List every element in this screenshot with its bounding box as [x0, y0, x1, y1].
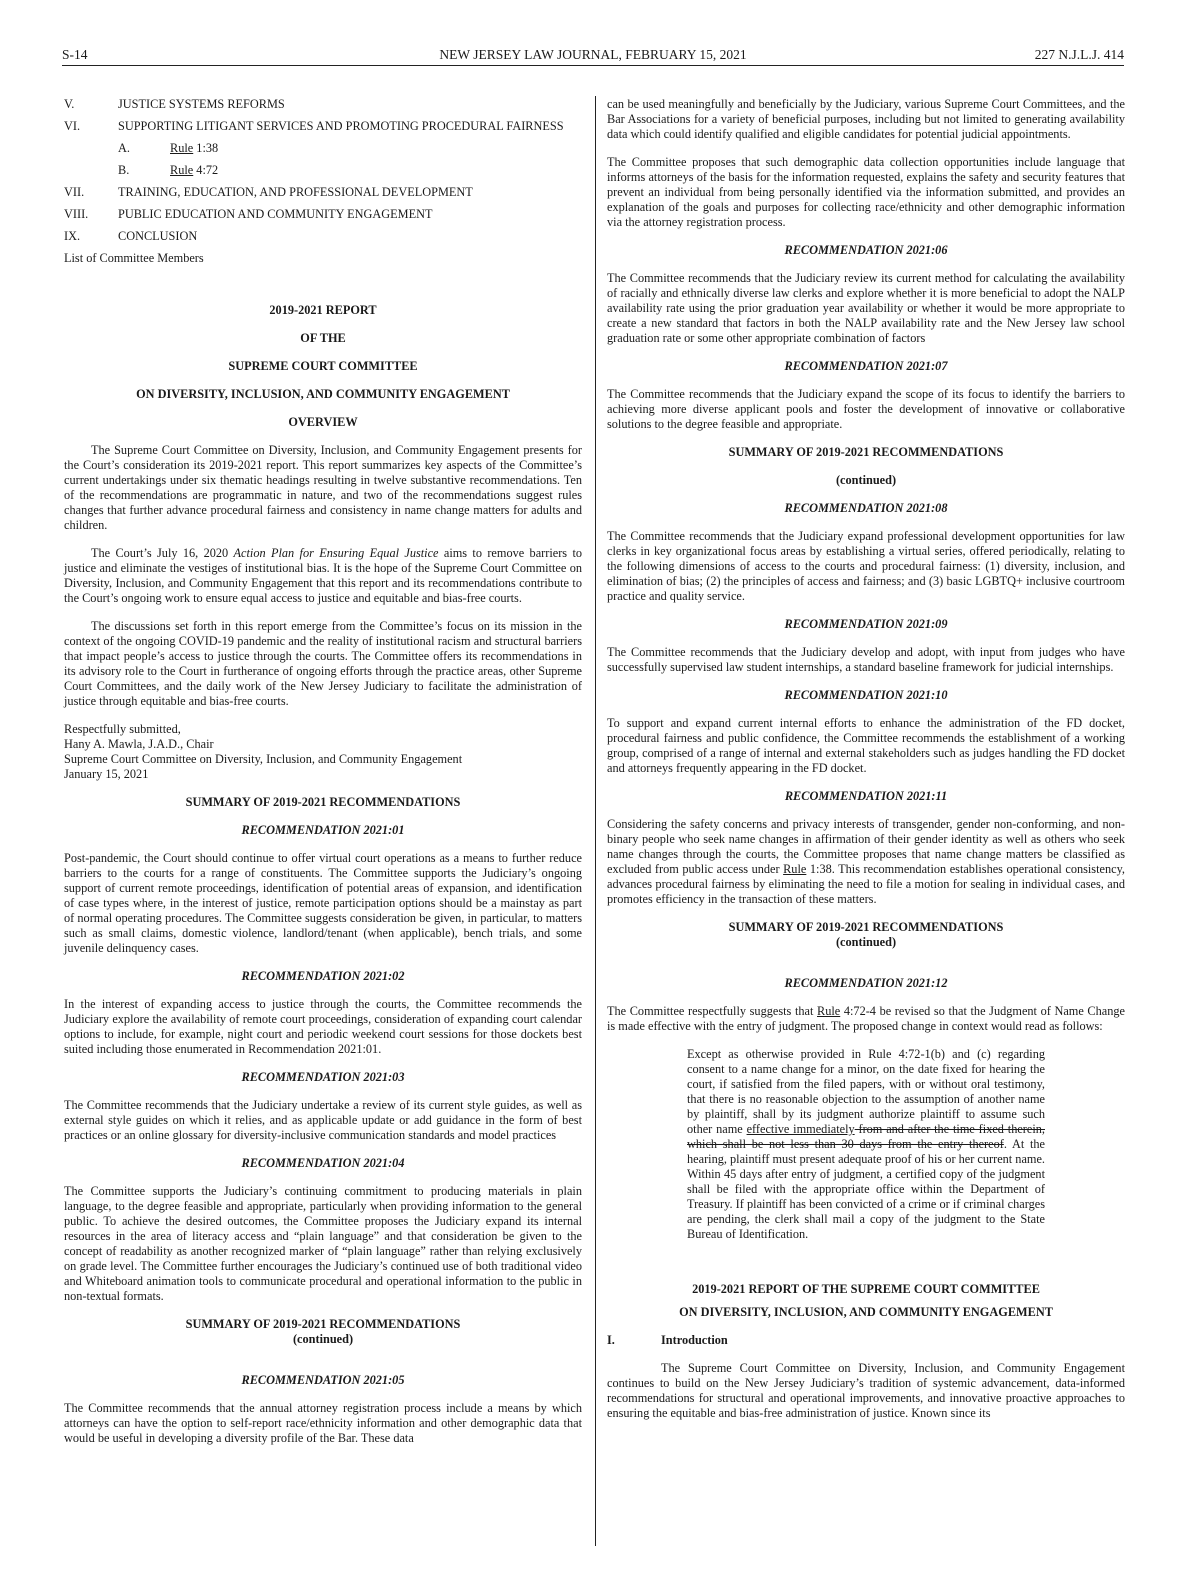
toc-sub-item: B. Rule 4:72: [118, 163, 219, 177]
report-section-title: ON DIVERSITY, INCLUSION, AND COMMUNITY ENGAGEMENT: [679, 1305, 1053, 1319]
summary-heading: SUMMARY OF 2019-2021 RECOMMENDATIONS: [185, 795, 461, 809]
overview-paragraph: The discussions set forth in this report emerge from the Committee’s focus on its mission in the context of the ongoing COVID-19 pandemic and the reality of institutional racism and structural barriers that impact people’s access to justice through the courts. The Committee offers its recommendations in its advisory role to the Court in furtherance of ongoing efforts through the practice areas, other Supreme Court Committees, and the daily work of the New Jersey Judiciary to facilitate the administration of justice through equitable and bias-free courts.: [64, 619, 582, 708]
recommendation-text: Considering the safety concerns and privacy interests of transgender, gender non-conforming, and non-binary people who seek name changes in affirmation of their gender identity as well as others who seek name changes through the courts, the Committee proposes that name change matters be classified as excluded from public access under Rule 1:38. This recommendation establishes operational consistency, advances procedural fairness by eliminating the need to file a motion for sealing in individual cases, and promotes efficiency in the transaction of these matters.: [607, 817, 1126, 906]
summary-heading: SUMMARY OF 2019-2021 RECOMMENDATIONS: [185, 1317, 461, 1331]
report-title-line: 2019-2021 REPORT: [269, 303, 377, 317]
recommendation-heading: RECOMMENDATION 2021:02: [241, 969, 405, 983]
toc-item: IX. CONCLUSION: [64, 229, 198, 243]
recommendation-text: In the interest of expanding access to justice through the courts, the Committee recommends the Judiciary explore the availability of remote court proceedings, consideration of expanding court calendar options to include, for example, night court and periodic weekend court sessions for those dockets best suited including those enumerated in Recommendation 2021:01.: [64, 997, 582, 1056]
toc-item: V. JUSTICE SYSTEMS REFORMS: [64, 97, 285, 111]
report-title-line: SUPREME COURT COMMITTEE: [228, 359, 418, 373]
recommendation-heading: RECOMMENDATION 2021:12: [784, 976, 948, 990]
recommendation-heading: RECOMMENDATION 2021:10: [784, 688, 948, 702]
recommendation-heading: RECOMMENDATION 2021:11: [784, 789, 948, 803]
overview-paragraph: The Court’s July 16, 2020 Action Plan for Ensuring Equal Justice aims to remove barriers to justice and eliminate the vestiges of institutional bias. It is the hope of the Supreme Court Committee on Diversity, Inclusion, and Community Engagement that this report and its recommendations contribute to the Court’s ongoing work to ensure equal access to justice and equitable and bias-free courts.: [64, 546, 583, 605]
recommendation-text: The Committee recommends that the Judiciary undertake a review of its current style guides, as well as external style guides on which it relies, and as applicable update or add guidance in the form of best practices or an online glossary for diversity-inclusive communication standards and model practices: [64, 1098, 582, 1142]
recommendation-text: The Committee recommends that the Judiciary review its current method for calculating the availability of racially and ethnically diverse law clerks and explore whether it is more beneficial to adopt the NALP availability rate using the prior graduation year availability or whether it would be more appropriate to create a new standard that factors in both the NALP availability rate and the New Jersey law school graduation rate or some other appropriate combination of factors: [607, 271, 1125, 345]
recommendation-heading: RECOMMENDATION 2021:09: [784, 617, 948, 631]
recommendation-heading: RECOMMENDATION 2021:03: [241, 1070, 405, 1084]
toc-item: VII. TRAINING, EDUCATION, AND PROFESSIONAL DEVELOPMENT: [64, 185, 473, 199]
recommendation-text: Post-pandemic, the Court should continue to offer virtual court operations as a means to further reduce barriers to the courts for a range of constituents. The Committee supports the Judiciary’s ongoing support of current remote proceedings, identification of potential areas of expansion, and identification of case types where, in the interest of justice, remote participation options should be a mainstay as part of normal operating procedures. The Committee suggests consideration be given, in particular, to matters such as small claims, domestic violence, landlord/tenant (when applicable), bench trials, and some juvenile delinquency cases.: [64, 851, 582, 955]
summary-continued: (continued): [835, 473, 897, 487]
report-section-title: 2019-2021 REPORT OF THE SUPREME COURT COMMITTEE: [692, 1282, 1040, 1296]
recommendation-text: The Committee recommends that the Judiciary expand professional development opportunities for law clerks in key organizational focus areas by establishing a virtual series, offered periodically, relating to the following dimensions of access to the courts and procedural fairness: (1) diversity, inclusion, and elimination of bias; (2) the principles of access and fairness; and (3) basic LGBTQ+ inclusive courtroom practice and quality service.: [607, 529, 1125, 603]
recommendation-text: The Committee recommends that the Judiciary develop and adopt, with input from judges who have successfully supervised law student internships, a standard baseline framework for judicial internships.: [607, 645, 1125, 674]
page-header: [62, 47, 1124, 66]
overview-heading: OVERVIEW: [288, 415, 358, 429]
toc-item: VI. SUPPORTING LITIGANT SERVICES AND PROMOTING PROCEDURAL FAIRNESS: [64, 119, 564, 133]
recommendation-heading: RECOMMENDATION 2021:01: [241, 823, 405, 837]
table-of-contents: [64, 97, 582, 266]
section-heading: I. Introduction: [607, 1333, 728, 1347]
report-title-line: ON DIVERSITY, INCLUSION, AND COMMUNITY ENGAGEMENT: [136, 387, 510, 401]
recommendation-heading: RECOMMENDATION 2021:05: [241, 1373, 405, 1387]
recommendation-text: The Committee recommends that the annual attorney registration process include a means by which attorneys can have the option to self-report race/ethnicity information and other demographic data that would be useful in developing a diversity profile of the Bar. These data: [64, 1401, 582, 1445]
report-title-line: OF THE: [300, 331, 346, 345]
signature-block: Respectfully submitted, Hany A. Mawla, J.A.D., Chair Supreme Court Committee on Diversity, Inclusion, and Community Engagement January 15, 2021: [64, 722, 463, 781]
recommendation-heading: RECOMMENDATION 2021:07: [784, 359, 948, 373]
left-column: [64, 97, 582, 1446]
recommendation-text: can be used meaningfully and beneficially by the Judiciary, various Supreme Court Committees, and the Bar Associations for a variety of beneficial purposes, including but not limited to generating availability data which could identify qualified and eligible candidates for potential judicial appointments.: [607, 97, 1125, 141]
recommendation-heading: RECOMMENDATION 2021:04: [241, 1156, 405, 1170]
summary-heading: SUMMARY OF 2019-2021 RECOMMENDATIONS: [728, 920, 1004, 934]
recommendation-heading: RECOMMENDATION 2021:08: [784, 501, 948, 515]
citation: 227 N.J.L.J. 414: [1034, 47, 1124, 62]
toc-sub-item: A. Rule 1:38: [118, 141, 219, 155]
right-column: [607, 97, 1125, 1421]
recommendation-text: To support and expand current internal efforts to enhance the administration of the FD docket, procedural fairness and public confidence, the Committee recommends the establishment of a working group, comprised of a range of internal and external stakeholders such as judges handling the FD docket and attorneys frequently appearing in the FD docket.: [607, 716, 1125, 775]
recommendation-text: The Committee proposes that such demographic data collection opportunities include language that informs attorneys of the basis for the information requested, explains the safety and security features that prevent an individual from being personally identified via the information submitted, and provides an explanation of the goals and purposes for collecting race/ethnicity and other demographic information via the attorney registration process.: [607, 155, 1125, 229]
publication-title: NEW JERSEY LAW JOURNAL, FEBRUARY 15, 2021: [439, 47, 747, 62]
intro-paragraph: The Supreme Court Committee on Diversity, Inclusion, and Community Engagement continues to build on the New Jersey Judiciary’s tradition of systemic advancement, data-informed recommendations for structural and operational improvements, and innovative proactive approaches to ensuring the equitable and bias-free administration of justice. Known since its: [607, 1361, 1125, 1420]
page-number: S-14: [62, 47, 88, 62]
recommendation-text: The Committee supports the Judiciary’s continuing commitment to producing materials in plain language, to the degree feasible and appropriate, particularly when providing information to the general public. To achieve the desired outcomes, the Committee proposes the Judiciary expand its internal resources in the area of literacy access and “plain language” and that consideration be given to the concept of readability as another recognized marker of “plain language” rather than relying exclusively on grade level. The Committee further encourages the Judiciary’s continued use of both traditional video and Whiteboard animation tools to communicate procedural and operational information to the public in non-textual formats.: [64, 1184, 582, 1303]
summary-heading: SUMMARY OF 2019-2021 RECOMMENDATIONS: [728, 445, 1004, 459]
column-divider: [595, 96, 596, 1546]
recommendation-text: The Committee recommends that the Judiciary expand the scope of its focus to identify the barriers to achieving more diverse applicant pools and foster the development of innovative or collaborative solutions to the degree feasible and appropriate.: [607, 387, 1125, 431]
toc-item: VIII. PUBLIC EDUCATION AND COMMUNITY ENGAGEMENT: [64, 207, 433, 221]
summary-continued: (continued): [835, 935, 897, 949]
rule-quote: Except as otherwise provided in Rule 4:72-1(b) and (c) regarding consent to a name change for a minor, on the date fixed for hearing the court, if satisfied from the filed papers, with or without oral testimony, that there is no reasonable objection to the assumption of another name by plaintiff, shall by its judgment authorize plaintiff to assume such other name effective immediately from and after the time fixed therein, which shall be not less than 30 days from the entry thereof. At the hearing, plaintiff must present adequate proof of his or her current name. Within 45 days after entry of judgment, a certified copy of the judgment shall be filed with the appropriate office within the Department of Treasury. If plaintiff has been convicted of a crime or if criminal charges are pending, the clerk shall mail a copy of the judgment to the State Bureau of Identification.: [687, 1047, 1045, 1241]
overview-paragraph: The Supreme Court Committee on Diversity, Inclusion, and Community Engagement presents for the Court’s consideration its 2019-2021 report. This report summarizes key aspects of the Committee’s current undertakings under six thematic headings resulting in twelve substantive recommendations. Ten of the recommendations are programmatic in nature, and two of the recommendations suggest rules changes that further advance procedural fairness and consistency in name change matters for adults and children.: [64, 443, 582, 532]
recommendation-heading: RECOMMENDATION 2021:06: [784, 243, 948, 257]
recommendation-text: The Committee respectfully suggests that Rule 4:72-4 be revised so that the Judgment of Name Change is made effective with the entry of judgment. The proposed change in context would read as follows:: [607, 1004, 1125, 1033]
summary-continued: (continued): [292, 1332, 354, 1346]
toc-members: List of Committee Members: [64, 251, 204, 265]
